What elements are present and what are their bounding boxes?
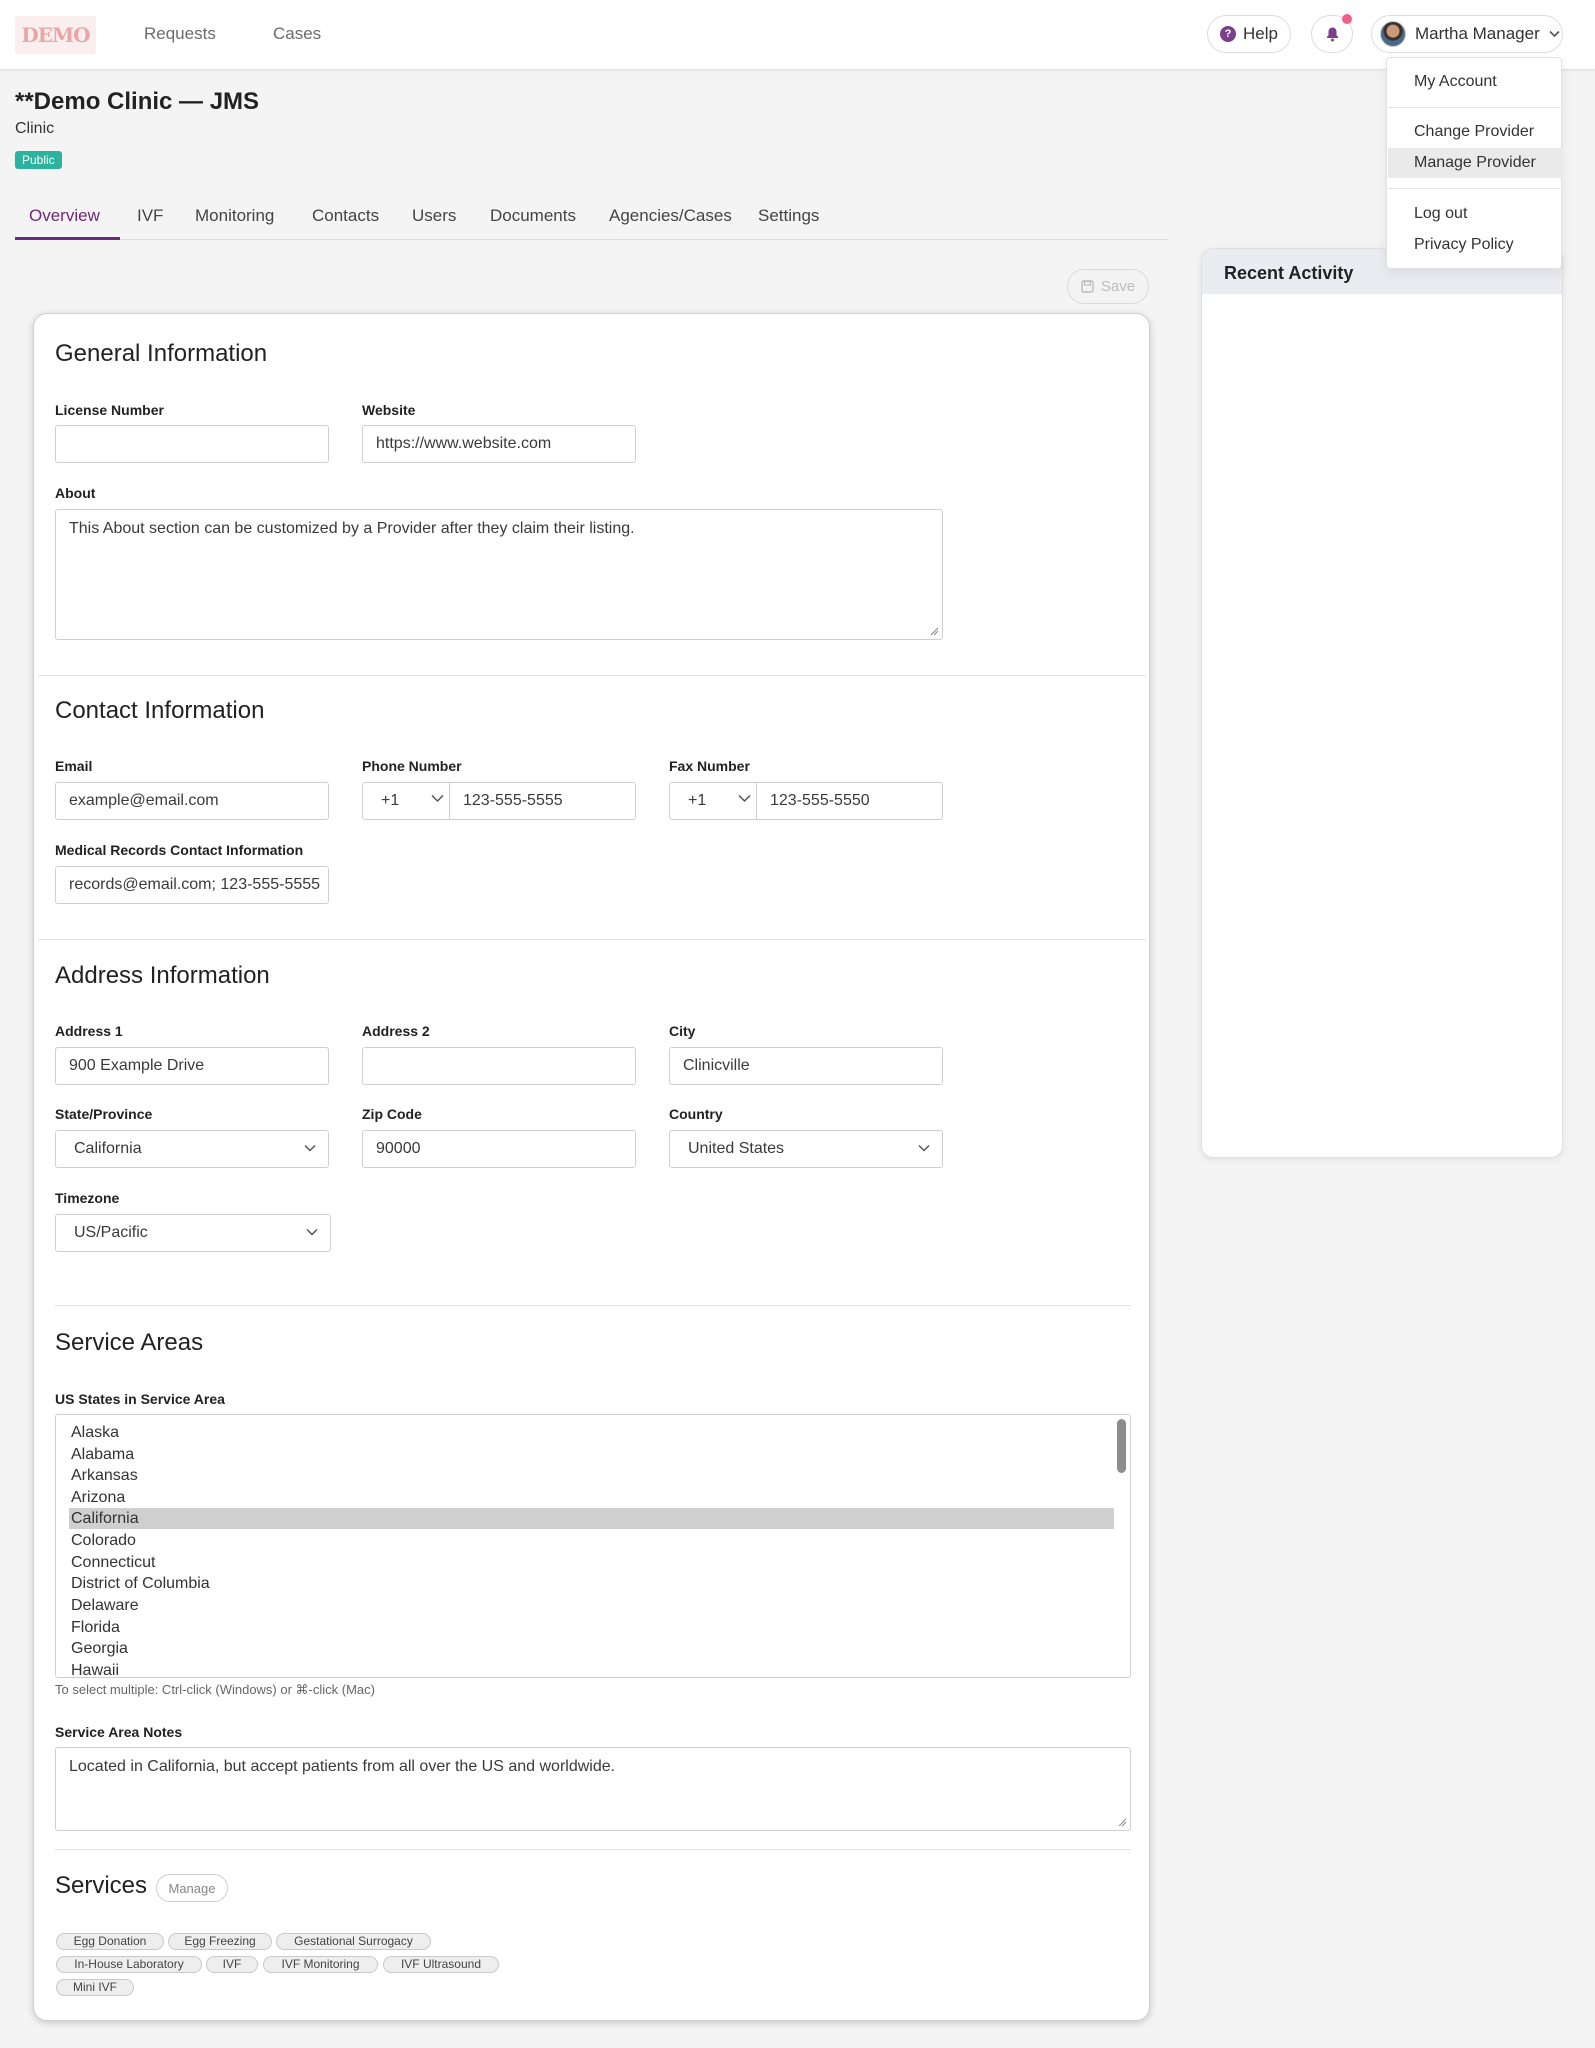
service-chip: Mini IVF (56, 1979, 134, 1996)
user-dropdown-menu (1386, 57, 1562, 269)
nav-requests[interactable]: Requests (144, 24, 216, 43)
list-item[interactable]: Arizona (71, 1489, 126, 1506)
menu-item-privacy-policy[interactable]: Privacy Policy (1414, 236, 1514, 253)
service-chip: Egg Donation (56, 1933, 164, 1950)
user-menu-button[interactable] (1371, 15, 1563, 53)
records-input[interactable]: records@email.com; 123-555-5555 (55, 866, 329, 904)
avatar (1380, 21, 1406, 47)
page-title: **Demo Clinic — JMS (15, 88, 260, 115)
menu-item-change-provider[interactable]: Change Provider (1414, 123, 1535, 140)
city-label: City (669, 1023, 696, 1039)
address1-input[interactable]: 900 Example Drive (55, 1047, 329, 1085)
list-item[interactable]: District of Columbia (71, 1575, 210, 1592)
service-chip: IVF (206, 1956, 258, 1973)
menu-item-my-account[interactable]: My Account (1414, 73, 1497, 90)
country-label: Country (669, 1106, 723, 1122)
help-label: Help (1243, 24, 1278, 43)
city-input[interactable]: Clinicville (669, 1047, 943, 1085)
address1-label: Address 1 (55, 1023, 123, 1039)
fax-label: Fax Number (669, 758, 750, 774)
recent-activity-panel (1201, 248, 1563, 1158)
tab-documents[interactable]: Documents (490, 206, 576, 225)
chevron-down-icon (431, 794, 444, 803)
section-divider (38, 675, 1146, 676)
section-title-general: General Information (55, 340, 268, 367)
address2-label: Address 2 (362, 1023, 430, 1039)
fax-number-input[interactable]: 123-555-5550 (770, 792, 870, 809)
chevron-down-icon (918, 1142, 930, 1154)
phone-label: Phone Number (362, 758, 462, 774)
list-item[interactable]: Florida (71, 1619, 120, 1636)
address2-input[interactable] (362, 1047, 636, 1085)
section-divider (55, 1305, 1131, 1306)
list-item[interactable]: Arkansas (71, 1467, 138, 1484)
list-item[interactable]: Hawaii (71, 1662, 120, 1678)
active-tab-indicator (15, 237, 120, 240)
scrollbar-thumb[interactable] (1117, 1419, 1126, 1473)
website-label: Website (362, 402, 416, 418)
chevron-down-icon (738, 794, 751, 803)
service-area-notes-textarea[interactable] (55, 1747, 1131, 1831)
about-text: This About section can be customized by a Provider after they claim their listing. (69, 520, 635, 537)
list-item[interactable]: Alaska (71, 1424, 120, 1441)
save-label: Save (1100, 278, 1136, 295)
provider-type: Clinic (15, 120, 55, 137)
top-bar (0, 0, 1595, 70)
timezone-label: Timezone (55, 1190, 120, 1206)
service-chip: In-House Laboratory (56, 1956, 202, 1973)
zip-label: Zip Code (362, 1106, 422, 1122)
state-label: State/Province (55, 1106, 153, 1122)
tab-contacts[interactable]: Contacts (312, 206, 380, 225)
tab-agencies-cases[interactable]: Agencies/Cases (609, 206, 732, 225)
about-label: About (55, 485, 96, 501)
service-area-notes-text: Located in California, but accept patients from all over the US and worldwide. (69, 1758, 616, 1775)
states-label: US States in Service Area (55, 1391, 225, 1407)
nav-cases[interactable]: Cases (273, 24, 322, 43)
section-divider (38, 939, 1146, 940)
service-chip: Egg Freezing (168, 1933, 272, 1950)
list-item-selected[interactable]: California (69, 1508, 1114, 1529)
chevron-down-icon (1549, 30, 1560, 38)
list-item[interactable]: Georgia (71, 1640, 128, 1657)
state-value: California (74, 1140, 142, 1157)
menu-item-log-out[interactable]: Log out (1414, 205, 1468, 222)
notification-dot (1342, 14, 1352, 24)
menu-item-manage-provider[interactable]: Manage Provider (1388, 148, 1562, 178)
field-separator (449, 783, 450, 819)
country-select[interactable] (669, 1130, 943, 1168)
list-item[interactable]: Delaware (71, 1597, 139, 1614)
list-item[interactable]: Connecticut (71, 1554, 156, 1571)
section-divider (55, 1849, 1131, 1850)
country-value: United States (688, 1140, 785, 1157)
tab-ivf[interactable]: IVF (137, 206, 164, 225)
menu-separator (1388, 107, 1562, 108)
user-name: Martha Manager (1415, 24, 1540, 43)
resize-grip-icon[interactable] (1117, 1817, 1127, 1827)
tab-overview[interactable]: Overview (29, 206, 100, 225)
state-select[interactable] (55, 1130, 329, 1168)
service-chip: IVF Ultrasound (383, 1956, 499, 1973)
recent-activity-title: Recent Activity (1224, 263, 1354, 283)
records-label: Medical Records Contact Information (55, 842, 304, 858)
about-textarea[interactable] (55, 509, 943, 640)
field-separator (756, 783, 757, 819)
fax-field (669, 782, 943, 820)
tab-settings[interactable]: Settings (758, 206, 820, 225)
manage-services-button[interactable]: Manage (156, 1874, 228, 1902)
tab-monitoring[interactable]: Monitoring (195, 206, 275, 225)
email-field[interactable]: example@email.com (55, 782, 329, 820)
save-button[interactable] (1067, 269, 1149, 304)
section-title-address: Address Information (55, 962, 270, 989)
timezone-value: US/Pacific (74, 1224, 148, 1241)
clinic-logo[interactable]: DEMO (15, 16, 96, 54)
zip-input[interactable]: 90000 (362, 1130, 636, 1168)
section-title-service-areas: Service Areas (55, 1329, 204, 1356)
phone-number-input[interactable]: 123-555-5555 (463, 792, 563, 809)
license-input[interactable] (55, 425, 329, 463)
bell-icon (1325, 26, 1340, 42)
license-label: License Number (55, 402, 164, 418)
service-area-notes-label: Service Area Notes (55, 1724, 183, 1740)
chevron-down-icon (306, 1226, 318, 1238)
tab-bar (15, 197, 1168, 240)
phone-country-code-select[interactable]: +1 (381, 792, 400, 809)
question-icon: ? (1220, 26, 1236, 42)
section-title-services: Services (55, 1872, 148, 1899)
menu-separator (1388, 188, 1562, 189)
email-label: Email (55, 758, 93, 774)
help-button[interactable] (1207, 15, 1291, 53)
save-icon (1081, 280, 1094, 293)
list-item[interactable]: Alabama (71, 1446, 135, 1463)
website-input[interactable]: https://www.website.com (362, 425, 636, 463)
multi-select-hint: To select multiple: Ctrl-click (Windows) or ⌘-click (Mac) (55, 1682, 375, 1697)
status-badge: Public (15, 151, 62, 169)
timezone-select[interactable] (55, 1214, 331, 1252)
phone-field (362, 782, 636, 820)
notifications-button[interactable] (1311, 15, 1353, 53)
list-item[interactable]: Colorado (71, 1532, 136, 1549)
tab-users[interactable]: Users (412, 206, 457, 225)
service-chip: Gestational Surrogacy (276, 1933, 431, 1950)
fax-country-code-select[interactable]: +1 (688, 792, 707, 809)
resize-grip-icon[interactable] (929, 626, 939, 636)
states-listbox[interactable] (55, 1414, 1131, 1678)
section-title-contact: Contact Information (55, 697, 265, 724)
service-chip: IVF Monitoring (263, 1956, 378, 1973)
chevron-down-icon (304, 1142, 316, 1154)
